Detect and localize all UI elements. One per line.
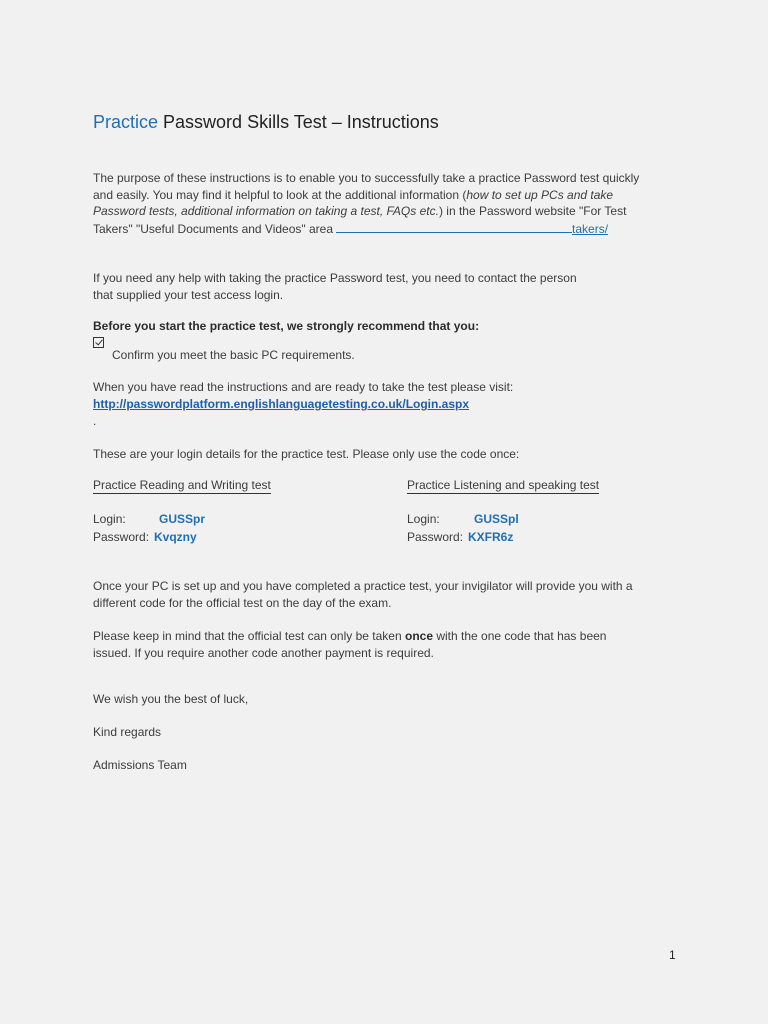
closing-wish: We wish you the best of luck, (93, 692, 249, 706)
ls-password-value: KXFR6z (468, 530, 514, 544)
ls-login-value: GUSSpl (474, 512, 519, 526)
intro-line-4 (93, 220, 693, 238)
checklist-item: Confirm you meet the basic PC requirements. (112, 348, 355, 362)
checkbox-checked-icon (93, 337, 104, 348)
listening-speaking-heading: Practice Listening and speaking test (407, 478, 600, 492)
recommend-heading: Before you start the practice test, we strongly recommend that you: (93, 319, 480, 333)
keep-line-1-pre: Please keep in mind that the official test can only be taken (93, 629, 405, 643)
page-title (93, 112, 439, 133)
intro-line-3-text: ) in the Password website "For Test (438, 204, 627, 218)
rw-password-label: Password: (93, 530, 150, 544)
page-number: 1 (669, 948, 676, 962)
intro-line-3-italic: Password tests, additional information on taking a test, FAQs etc. (93, 204, 439, 218)
intro-line-1: The purpose of these instructions is to enable you to successfully take a practice Password test quickly (93, 171, 640, 185)
rw-login-value: GUSSpr (159, 512, 206, 526)
help-line-2: that supplied your test access login. (93, 287, 284, 302)
official-test-paragraph (93, 578, 633, 611)
intro-line-4-text: Takers" "Useful Documents and Videos" area (93, 221, 334, 236)
rw-password-value: Kvqzny (154, 530, 197, 544)
reading-writing-heading: Practice Reading and Writing test (93, 478, 271, 492)
official-line-1: Once your PC is set up and you have completed a practice test, your invigilator will provide you with a (93, 579, 633, 593)
rw-login-label: Login: (93, 512, 126, 526)
ls-login-label: Login: (407, 512, 440, 526)
intro-line-2-italic: how to set up PCs and take (466, 187, 614, 202)
official-line-2: different code for the official test on the day of the exam. (93, 595, 392, 610)
title-accent: Practice (93, 112, 159, 132)
intro-line-2 (93, 187, 693, 204)
stray-dot: . (93, 414, 97, 428)
intro-line-2-text: and easily. You may find it helpful to look at the additional information ( (93, 187, 467, 202)
title-rest: Password Skills Test – Instructions (158, 112, 439, 132)
help-line-1: If you need any help with taking the practice Password test, you need to contact the person (93, 271, 577, 285)
website-link-takers[interactable]: takers/ (572, 221, 609, 236)
keep-line-1 (93, 628, 606, 645)
keep-line-1-post: with the one code that has been (433, 629, 607, 643)
ls-password-label: Password: (407, 530, 464, 544)
keep-line-1-bold: once (404, 629, 433, 643)
keep-line-2: issued. If you require another code another payment is required. (93, 645, 434, 660)
login-details-intro: These are your login details for the practice test. Please only use the code once: (93, 447, 520, 461)
intro-line-3 (93, 203, 693, 220)
help-paragraph (93, 270, 577, 303)
intro-paragraph (93, 170, 693, 237)
website-link-blank[interactable] (336, 220, 572, 233)
login-url-link[interactable]: http://passwordplatform.englishlanguagetesting.co.uk/Login.aspx (93, 397, 470, 411)
visit-instruction: When you have read the instructions and are ready to take the test please visit: (93, 380, 514, 394)
closing-regards: Kind regards (93, 725, 162, 739)
keep-in-mind-paragraph (93, 628, 606, 661)
closing-signature: Admissions Team (93, 758, 187, 772)
